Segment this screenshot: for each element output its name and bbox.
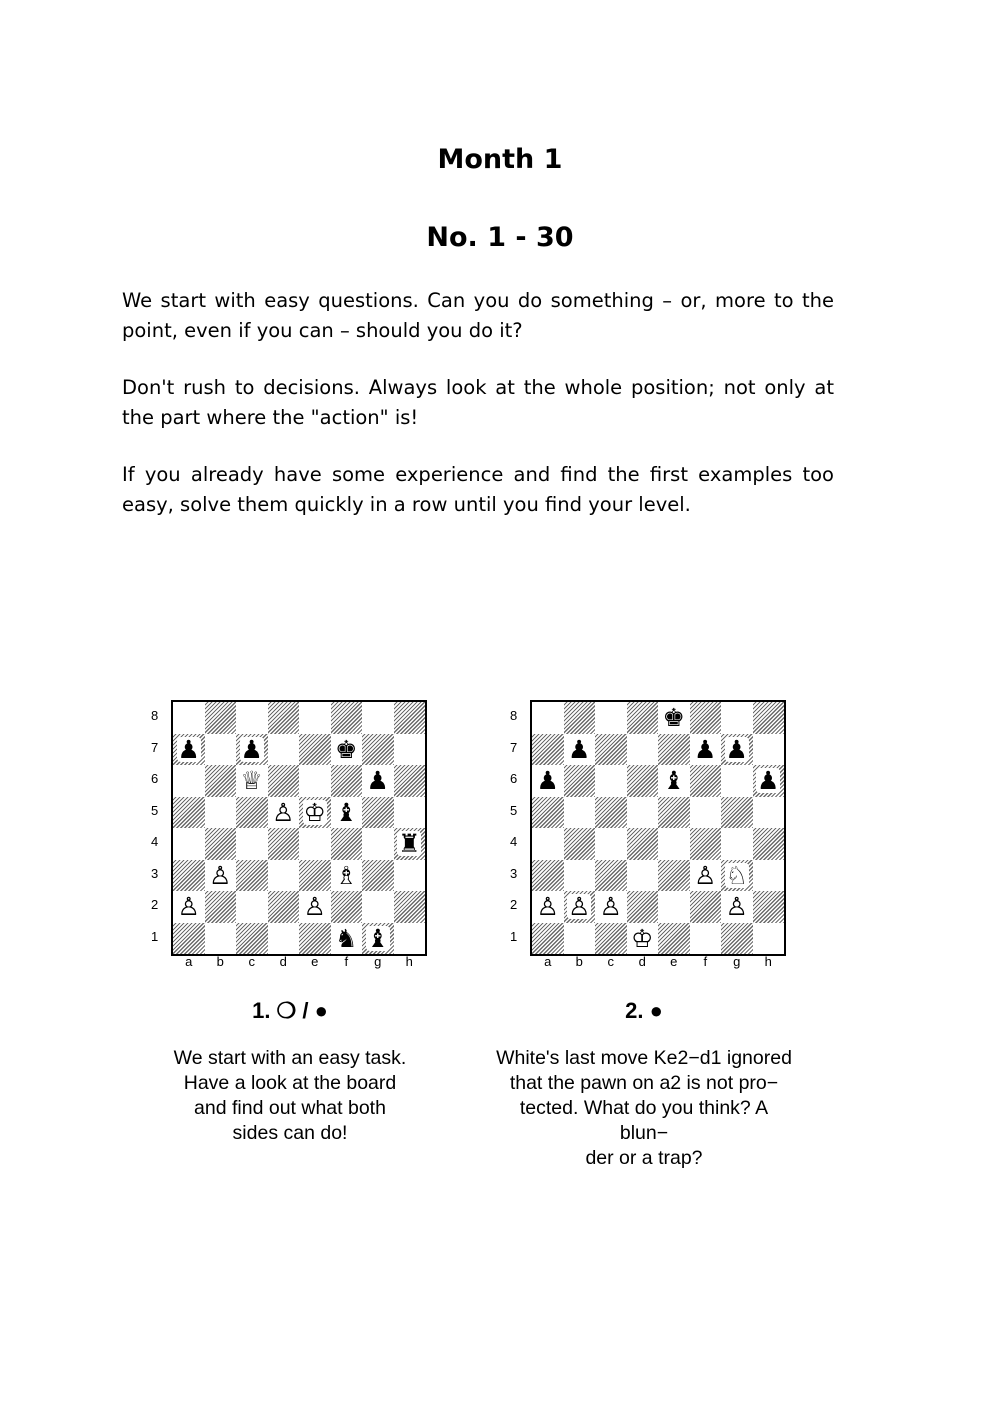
rank-label: 3 — [151, 865, 159, 881]
square-g4 — [362, 828, 394, 860]
square-c6 — [236, 765, 268, 797]
diagram-description: We start with an easy task. Have a look at the board and find out what both sides can do! — [173, 1047, 407, 1144]
black-bishop-icon: ♝ — [662, 766, 685, 796]
square-b7 — [205, 734, 237, 766]
square-c7 — [595, 734, 627, 766]
black-bishop-icon: ♝ — [366, 923, 389, 953]
square-h2 — [753, 891, 785, 923]
square-e4 — [658, 828, 690, 860]
square-c4 — [236, 828, 268, 860]
square-c1 — [236, 923, 268, 955]
black-knight-icon: ♞ — [335, 923, 358, 953]
rank-label: 8 — [151, 708, 159, 723]
intro-paragraph: We start with easy questions. Can you do something – or, more to the point, even if you can – should you do it? — [122, 289, 834, 342]
square-h7 — [394, 734, 426, 766]
square-g2 — [362, 891, 394, 923]
square-b6 — [564, 765, 596, 797]
square-f4 — [690, 828, 722, 860]
rank-label: 6 — [510, 771, 518, 786]
rank-labels — [510, 700, 526, 952]
square-h3 — [753, 860, 785, 892]
square-f8 — [331, 702, 363, 734]
square-b3 — [205, 860, 237, 892]
file-label: b — [575, 954, 583, 969]
rank-label: 1 — [151, 928, 159, 944]
chessboard — [171, 700, 427, 956]
square-d6 — [627, 765, 659, 797]
square-d1 — [627, 923, 659, 955]
rank-label: 6 — [151, 771, 159, 786]
square-e8 — [299, 702, 331, 734]
square-a1 — [532, 923, 564, 955]
board-area — [145, 700, 445, 972]
file-label: a — [544, 954, 552, 969]
square-e6 — [299, 765, 331, 797]
square-e6 — [658, 765, 690, 797]
square-a2 — [173, 891, 205, 923]
square-c3 — [236, 860, 268, 892]
file-label: f — [344, 954, 349, 969]
square-e2 — [299, 891, 331, 923]
black-pawn-icon: ♟ — [568, 734, 591, 764]
square-h4 — [394, 828, 426, 860]
file-label: h — [405, 954, 413, 969]
square-a5 — [173, 797, 205, 829]
square-d8 — [268, 702, 300, 734]
puzzle-range-title: No. 1 - 30 — [426, 222, 574, 253]
diagram-caption: 2. ● — [625, 998, 663, 1023]
square-a8 — [532, 702, 564, 734]
file-label: c — [248, 954, 255, 969]
square-b8 — [564, 702, 596, 734]
square-g4 — [721, 828, 753, 860]
square-g3 — [362, 860, 394, 892]
square-g7 — [721, 734, 753, 766]
square-f8 — [690, 702, 722, 734]
square-c7 — [236, 734, 268, 766]
square-d3 — [268, 860, 300, 892]
square-a7 — [532, 734, 564, 766]
black-pawn-icon: ♟ — [240, 734, 263, 764]
white-knight-icon: ♘ — [725, 860, 748, 890]
square-e7 — [299, 734, 331, 766]
white-queen-icon: ♕ — [240, 766, 263, 796]
square-d1 — [268, 923, 300, 955]
square-g6 — [362, 765, 394, 797]
white-bishop-icon: ♗ — [335, 860, 358, 890]
square-a4 — [532, 828, 564, 860]
square-c1 — [595, 923, 627, 955]
square-e4 — [299, 828, 331, 860]
square-h8 — [394, 702, 426, 734]
white-pawn-icon: ♙ — [725, 892, 748, 922]
file-label: b — [216, 954, 224, 969]
rank-labels — [151, 700, 167, 952]
white-king-icon: ♔ — [631, 923, 654, 953]
chess-diagram-2 — [496, 700, 804, 1171]
file-label: e — [311, 954, 319, 969]
square-f5 — [690, 797, 722, 829]
square-c8 — [595, 702, 627, 734]
square-d7 — [627, 734, 659, 766]
file-label: h — [764, 954, 772, 969]
white-pawn-icon: ♙ — [303, 892, 326, 922]
square-a2 — [532, 891, 564, 923]
square-e3 — [658, 860, 690, 892]
square-d2 — [627, 891, 659, 923]
square-a8 — [173, 702, 205, 734]
rank-label: 2 — [151, 897, 159, 912]
square-g1 — [721, 923, 753, 955]
square-f6 — [690, 765, 722, 797]
square-d3 — [627, 860, 659, 892]
square-c3 — [595, 860, 627, 892]
square-b8 — [205, 702, 237, 734]
square-h5 — [394, 797, 426, 829]
square-h5 — [753, 797, 785, 829]
intro-paragraph: If you already have some experience and find the first examples too easy, solve them quickly in a row until you find your level. — [122, 463, 834, 516]
rank-label: 5 — [510, 802, 518, 818]
board-area — [504, 700, 804, 972]
square-d5 — [268, 797, 300, 829]
square-b2 — [205, 891, 237, 923]
black-king-icon: ♚ — [335, 734, 358, 764]
square-f2 — [690, 891, 722, 923]
square-h6 — [394, 765, 426, 797]
square-e7 — [658, 734, 690, 766]
square-a3 — [173, 860, 205, 892]
square-c2 — [236, 891, 268, 923]
file-label: a — [185, 954, 193, 969]
file-label: e — [670, 954, 678, 969]
file-label: c — [607, 954, 614, 969]
file-label: f — [703, 954, 708, 969]
square-g7 — [362, 734, 394, 766]
square-g8 — [721, 702, 753, 734]
file-labels — [173, 954, 425, 969]
square-f5 — [331, 797, 363, 829]
square-g5 — [362, 797, 394, 829]
square-b4 — [564, 828, 596, 860]
diagram-caption: 1. ❍ / ● — [252, 998, 328, 1023]
square-c4 — [595, 828, 627, 860]
black-bishop-icon: ♝ — [335, 797, 358, 827]
square-a6 — [173, 765, 205, 797]
rank-label: 3 — [510, 865, 518, 881]
rank-label: 7 — [151, 739, 159, 755]
square-e3 — [299, 860, 331, 892]
square-a1 — [173, 923, 205, 955]
square-d8 — [627, 702, 659, 734]
square-d5 — [627, 797, 659, 829]
chess-diagram-1 — [145, 700, 445, 1146]
intro-paragraph: Don't rush to decisions. Always look at the whole position; not only at the part where the "action" is! — [122, 376, 834, 429]
square-g1 — [362, 923, 394, 955]
square-c5 — [595, 797, 627, 829]
rank-label: 5 — [151, 802, 159, 818]
square-c2 — [595, 891, 627, 923]
page-title: Month 1 — [437, 144, 563, 175]
square-a7 — [173, 734, 205, 766]
square-c8 — [236, 702, 268, 734]
black-pawn-icon: ♟ — [694, 734, 717, 764]
square-c6 — [595, 765, 627, 797]
square-h7 — [753, 734, 785, 766]
square-f7 — [331, 734, 363, 766]
file-label: d — [279, 954, 287, 969]
black-king-icon: ♚ — [662, 703, 685, 733]
rank-label: 1 — [510, 928, 518, 944]
square-e2 — [658, 891, 690, 923]
white-pawn-icon: ♙ — [209, 860, 232, 890]
square-h4 — [753, 828, 785, 860]
rank-label: 4 — [510, 834, 518, 849]
square-f3 — [331, 860, 363, 892]
rank-label: 8 — [510, 708, 518, 723]
square-f1 — [690, 923, 722, 955]
square-b4 — [205, 828, 237, 860]
square-f4 — [331, 828, 363, 860]
square-d4 — [627, 828, 659, 860]
square-e5 — [658, 797, 690, 829]
square-h8 — [753, 702, 785, 734]
file-label: d — [638, 954, 646, 969]
square-f1 — [331, 923, 363, 955]
white-pawn-icon: ♙ — [694, 860, 717, 890]
square-h6 — [753, 765, 785, 797]
square-b1 — [205, 923, 237, 955]
square-d6 — [268, 765, 300, 797]
square-b5 — [205, 797, 237, 829]
file-labels — [532, 954, 784, 969]
square-c5 — [236, 797, 268, 829]
square-b1 — [564, 923, 596, 955]
square-f6 — [331, 765, 363, 797]
square-f3 — [690, 860, 722, 892]
square-a4 — [173, 828, 205, 860]
rank-label: 4 — [151, 834, 159, 849]
square-e1 — [299, 923, 331, 955]
square-a3 — [532, 860, 564, 892]
square-h2 — [394, 891, 426, 923]
square-b6 — [205, 765, 237, 797]
square-b7 — [564, 734, 596, 766]
square-e1 — [658, 923, 690, 955]
black-pawn-icon: ♟ — [725, 734, 748, 764]
square-d4 — [268, 828, 300, 860]
black-pawn-icon: ♟ — [536, 766, 559, 796]
black-pawn-icon: ♟ — [757, 766, 780, 796]
square-e5 — [299, 797, 331, 829]
square-b3 — [564, 860, 596, 892]
square-f2 — [331, 891, 363, 923]
square-b2 — [564, 891, 596, 923]
square-a6 — [532, 765, 564, 797]
square-d7 — [268, 734, 300, 766]
square-g5 — [721, 797, 753, 829]
square-h1 — [394, 923, 426, 955]
square-h3 — [394, 860, 426, 892]
square-g8 — [362, 702, 394, 734]
diagram-description: White's last move Ke2−d1 ignored that the pawn on a2 is not pro− tected. What do you think? A blun− der or a trap? — [496, 1047, 792, 1169]
rank-label: 7 — [510, 739, 518, 755]
square-a5 — [532, 797, 564, 829]
white-pawn-icon: ♙ — [568, 892, 591, 922]
white-pawn-icon: ♙ — [536, 892, 559, 922]
rank-label: 2 — [510, 897, 518, 912]
white-pawn-icon: ♙ — [177, 892, 200, 922]
square-b5 — [564, 797, 596, 829]
black-pawn-icon: ♟ — [177, 734, 200, 764]
black-rook-icon: ♜ — [398, 829, 421, 859]
square-e8 — [658, 702, 690, 734]
square-f7 — [690, 734, 722, 766]
square-d2 — [268, 891, 300, 923]
white-pawn-icon: ♙ — [599, 892, 622, 922]
square-h1 — [753, 923, 785, 955]
file-label: g — [733, 954, 741, 969]
file-label: g — [374, 954, 382, 969]
white-king-icon: ♔ — [303, 797, 326, 827]
square-g2 — [721, 891, 753, 923]
square-g3 — [721, 860, 753, 892]
square-g6 — [721, 765, 753, 797]
chessboard — [530, 700, 786, 956]
black-pawn-icon: ♟ — [366, 766, 389, 796]
white-pawn-icon: ♙ — [272, 797, 295, 827]
